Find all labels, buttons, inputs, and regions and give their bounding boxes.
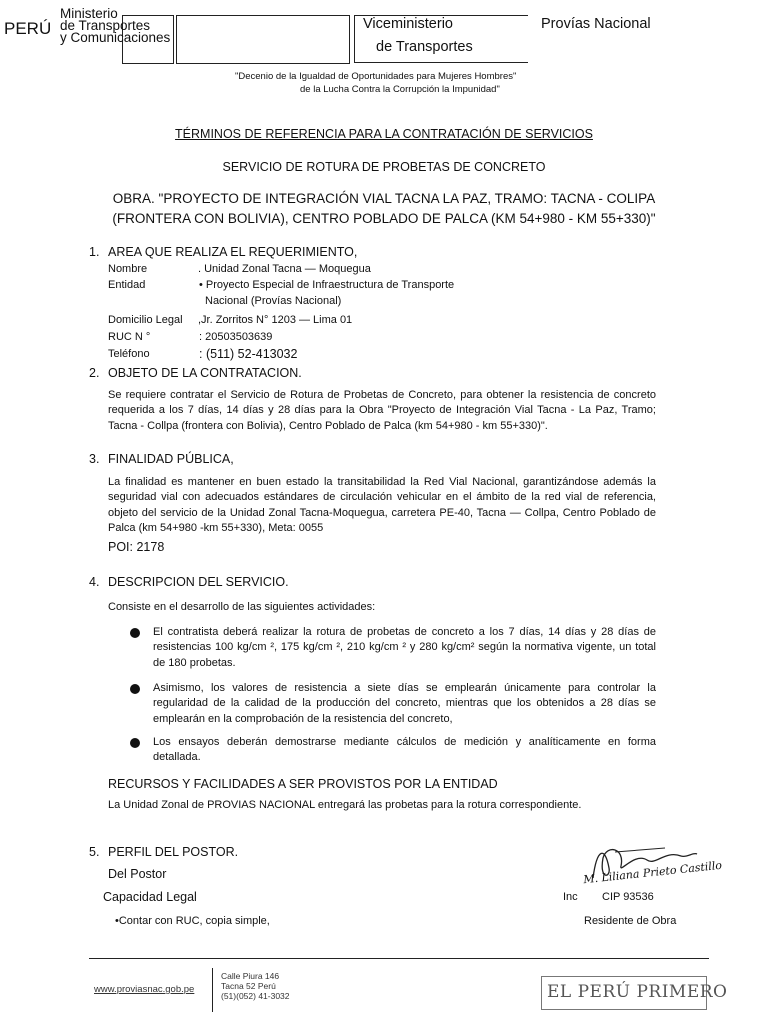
poi-label: POI: 2178 (108, 540, 165, 554)
telefono-value: : (511) 52-413032 (199, 347, 298, 361)
obra-title-line-1: OBRA. "PROYECTO DE INTEGRACIÓN VIAL TACNA LA PAZ, TRAMO: TACNA - COLIPA (112, 191, 656, 206)
section-4-intro: Consiste en el desarrollo de las siguientes actividades: (108, 601, 376, 613)
domicilio-label: Domicilio Legal (108, 314, 183, 326)
ministry-line-3: y Comunicaciones (60, 30, 171, 45)
viceministry-line-2: de Transportes (376, 39, 473, 55)
bullet-dot (130, 684, 140, 694)
section-5-heading: PERFIL DEL POSTOR. (108, 845, 239, 859)
domicilio-value: ,Jr. Zorritos N° 1203 — Lima 01 (198, 314, 353, 326)
viceministry-line-1: Viceministerio (363, 16, 453, 32)
del-postor-label: Del Postor (108, 867, 167, 881)
ministry-label (60, 8, 170, 44)
section-5-number: 5. (89, 845, 100, 859)
agency-label: Provías Nacional (541, 16, 651, 32)
slogan-text: EL PERÚ PRIMERO (547, 982, 728, 1002)
section-1-heading: AREA QUE REALIZA EL REQUERIMIENTO, (108, 245, 358, 259)
footer-address (221, 971, 290, 1001)
section-3-text: La finalidad es mantener en buen estado la transitabilidad la Red Vial Nacional, garantizándose además la seguridad vial con adecuados estándares de circulación vehicular en el ámbito de la red vial de referencia, objeto del servicio de la Unidad Zonal Tacna-Moquegua, carretera PE-40, Tacna — Collpa, Centro Poblado de Palca (km 54+980 -km 55+330), Meta: 0055 (108, 476, 656, 535)
website-link[interactable]: www.proviasnac.gob.pe (94, 984, 195, 995)
decade-line-2: de la Lucha Contra la Corrupción la Impunidad" (300, 84, 500, 95)
logo-box-right (176, 15, 350, 64)
telefono-label: Teléfono (108, 348, 150, 360)
footer-rule (89, 958, 709, 959)
bullet-item-1: El contratista deberá realizar la rotura de probetas de concreto a los 7 días, 14 días y 28 días de resistencias 100 kg/cm ², 175 kg/cm ², 210 kg/cm ² y 280 kg/cm² según la normativa vigente, un total de 180 probetas. (153, 626, 656, 669)
header-divider (354, 15, 355, 62)
bullet-item-3: Los ensayos deberán demostrarse mediante cálculos de medición y analíticamente en forma detallada. (153, 736, 656, 764)
bullet-dot (130, 738, 140, 748)
ruc-value: : 20503503639 (199, 331, 273, 343)
decade-line-1: "Decenio de la Igualdad de Oportunidades para Mujeres Hombres" (235, 71, 517, 82)
entidad-value-2: Nacional (Provías Nacional) (205, 295, 342, 307)
section-1-number: 1. (89, 245, 100, 259)
document-title: TÉRMINOS DE REFERENCIA PARA LA CONTRATACIÓN DE SERVICIOS (175, 127, 593, 141)
ruc-requirement: •Contar con RUC, copia simple, (115, 915, 270, 927)
section-2-heading: OBJETO DE LA CONTRATACION. (108, 366, 302, 380)
section-4-number: 4. (89, 575, 100, 589)
inc-label: Inc (563, 891, 578, 903)
address-line-2: Tacna 52 Perú (221, 981, 276, 991)
nombre-label: Nombre (108, 263, 148, 275)
section-3-number: 3. (89, 452, 100, 466)
signature-name: M. Liliana Prieto Castillo (582, 858, 723, 887)
nombre-value: . Unidad Zonal Tacna — Moquegua (198, 263, 371, 275)
bullet-dot (130, 628, 140, 638)
ministry-line-1: Ministerio (60, 6, 118, 21)
service-title: SERVICIO DE ROTURA DE PROBETAS DE CONCRETO (222, 160, 546, 174)
address-line-3: (51)(052) 41-3032 (221, 991, 290, 1001)
country-label: PERÚ (4, 19, 52, 38)
bullet-item-2: Asimismo, los valores de resistencia a siete días se emplearán únicamente para controlar la regularidad de la calidad de la producción del concreto, mientras que los obtenidos a 28 días se emplearán en la comprobación de la resistencia del concreto, (153, 682, 656, 725)
header-bottom-line (354, 62, 528, 63)
signer-role: Residente de Obra (584, 915, 677, 927)
cip-label: CIP 93536 (602, 891, 654, 903)
footer-divider (212, 968, 213, 1012)
address-line-1: Calle Piura 146 (221, 971, 280, 981)
entidad-label: Entidad (108, 279, 146, 291)
section-3-heading: FINALIDAD PÚBLICA, (108, 452, 234, 466)
capacidad-legal-label: Capacidad Legal (103, 890, 197, 904)
section-2-number: 2. (89, 366, 100, 380)
section-4-heading: DESCRIPCION DEL SERVICIO. (108, 575, 289, 589)
section-2-text: Se requiere contratar el Servicio de Rotura de Probetas de Concreto, para obtener la resistencia de concreto requerida a los 7 días, 14 días y 28 días para la Obra "Proyecto de Integración Vial Tacna - La Paz, Tramo; Tacna - Collpa (frontera con Bolivia), Centro Poblado de Palca (km 54+980 - km 55+330)". (108, 389, 656, 432)
resources-text: La Unidad Zonal de PROVIAS NACIONAL entregará las probetas para la rotura correspondiente. (108, 799, 582, 811)
ministry-line-2: de Transportes (60, 18, 151, 33)
entidad-value-1: • Proyecto Especial de Infraestructura de Transporte (199, 279, 455, 291)
obra-title-line-2: (FRONTERA CON BOLIVIA), CENTRO POBLADO DE PALCA (KM 54+980 - KM 55+330)" (112, 211, 656, 226)
ruc-label: RUC N ° (108, 331, 151, 343)
resources-heading: RECURSOS Y FACILIDADES A SER PROVISTOS POR LA ENTIDAD (108, 777, 498, 791)
